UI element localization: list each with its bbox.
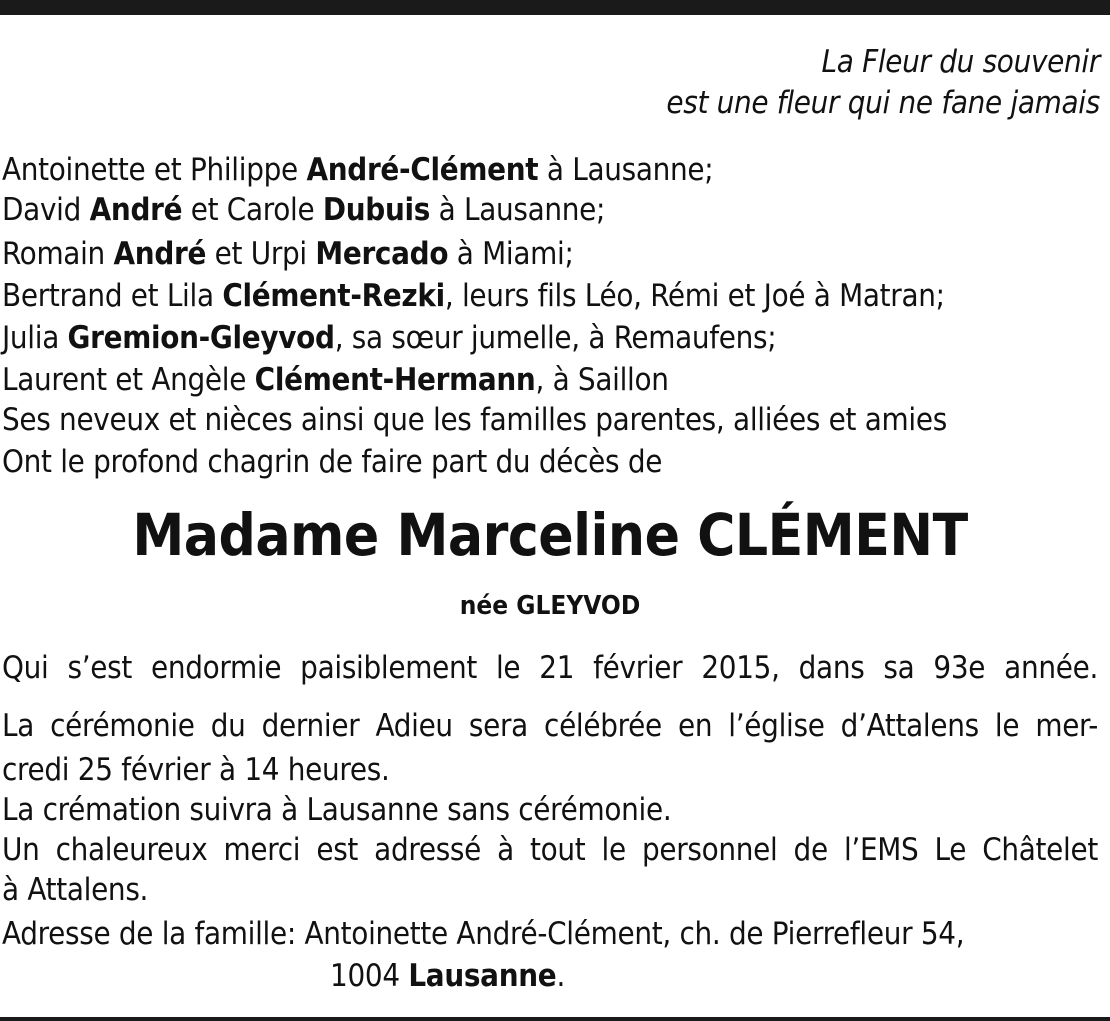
family-line-1: Antoinette et Philippe André-Clément à Lausanne; [2, 152, 714, 188]
address-line-1: Adresse de la famille: Antoinette André-Clément, ch. de Pierrefleur 54, [2, 916, 965, 952]
family-surname: Clément-Hermann [254, 362, 536, 398]
family-surname: Dubuis [322, 192, 431, 228]
bottom-rule [0, 1017, 1110, 1021]
top-rule [0, 0, 1110, 15]
family-line-2: David André et Carole Dubuis à Lausanne; [2, 192, 606, 228]
family-line-8: Ont le profond chagrin de faire part du décès de [2, 444, 663, 480]
ceremony-line-2: credi 25 février à 14 heures. [2, 752, 390, 788]
family-line-6: Laurent et Angèle Clément-Hermann, à Saillon [2, 362, 669, 398]
family-surname: Gremion-Gleyvod [67, 320, 335, 356]
family-surname: André [89, 192, 183, 228]
quote-line-1: La Fleur du souvenir [821, 44, 1100, 80]
deceased-name: Madame Marceline CLÉMENT [132, 501, 968, 569]
quote-line-2: est une fleur qui ne fane jamais [666, 85, 1100, 121]
family-line-7: Ses neveux et nièces ainsi que les familles parentes, alliées et amies [2, 402, 947, 438]
death-statement: Qui s’est endormie paisiblement le 21 février 2015, dans sa 93e année. [2, 650, 1098, 686]
family-line-5: Julia Gremion-Gleyvod, sa sœur jumelle, à Remaufens; [2, 320, 777, 356]
family-surname: Mercado [315, 236, 449, 272]
memorial-quote [666, 42, 1100, 124]
cremation-line: La crémation suivra à Lausanne sans cérémonie. [2, 792, 672, 828]
family-line-3: Romain André et Urpi Mercado à Miami; [2, 236, 574, 272]
address-line-2: 1004 Lausanne. [330, 958, 565, 994]
thanks-line-1: Un chaleureux merci est adressé à tout le personnel de l’EMS Le Châtelet [2, 832, 1098, 868]
family-surname: Clément-Rezki [222, 278, 445, 314]
maiden-name: née GLEYVOD [459, 591, 641, 621]
thanks-line-2: à Attalens. [2, 872, 149, 908]
family-surname: André-Clément [306, 152, 539, 188]
ceremony-line-1: La cérémonie du dernier Adieu sera célébrée en l’église d’Attalens le mer- [2, 708, 1098, 744]
family-line-4: Bertrand et Lila Clément-Rezki, leurs fils Léo, Rémi et Joé à Matran; [2, 278, 945, 314]
address-city: Lausanne [408, 958, 557, 994]
family-surname: André [113, 236, 207, 272]
